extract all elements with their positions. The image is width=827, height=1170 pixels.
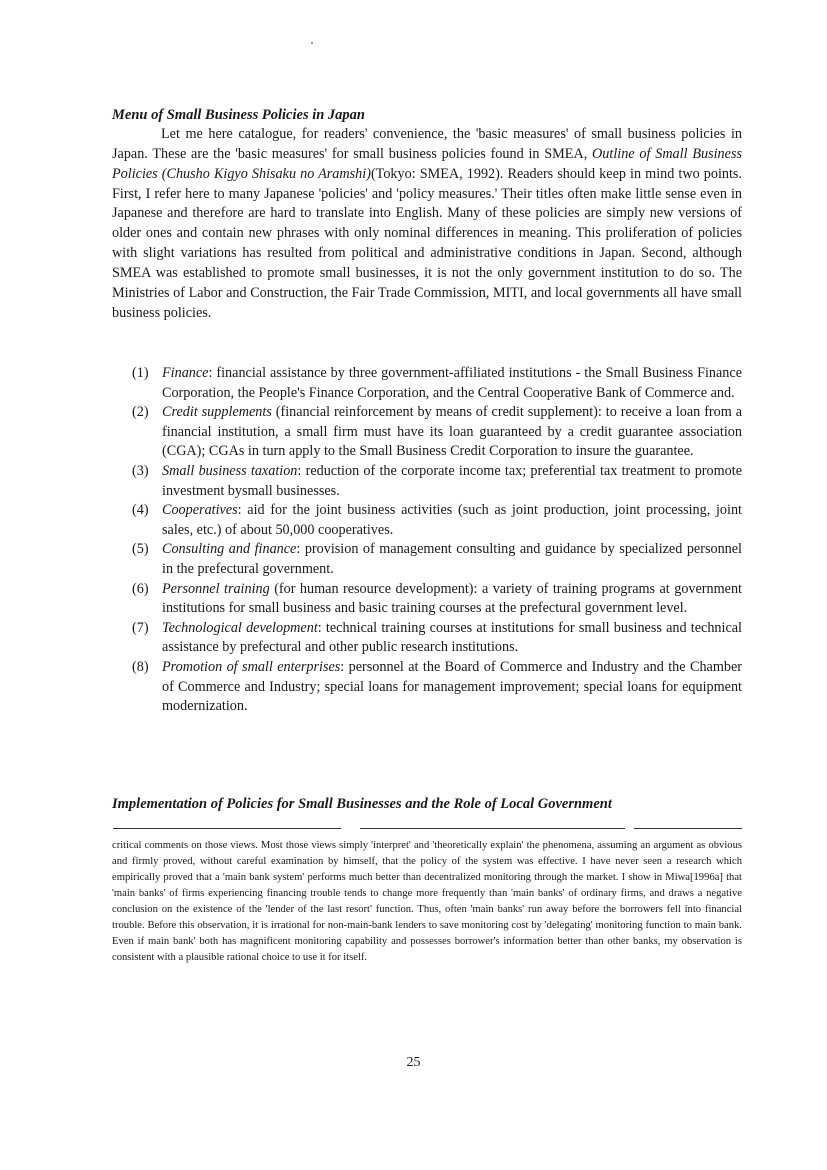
list-item xyxy=(112,403,742,462)
list-item xyxy=(112,501,742,540)
footnote-rule-segment xyxy=(113,828,341,829)
footnote-rule-segment xyxy=(360,828,625,829)
intro-text-b: (Tokyo: SMEA, 1992). Readers should keep in mind two points. First, I refer here to many Japanese 'policies' and 'policy measures.' Their titles often make little sense even in Japanese and therefore are hard to translate into English. Many of these policies are simply new versions of older ones and contain new phrases with only nominal differences in meaning. This proliferation of policies with slight variations has resulted from political and administrative conditions in Japan. Second, although SMEA was established to promote small businesses, it is not the only government institution to do so. The Ministries of Labor and Construction, the Fair Trade Commission, MITI, and local governments all have small business policies. xyxy=(112,165,742,321)
item-text: : reduction of the corporate income tax; preferential tax treatment to promote investment bysmall businesses. xyxy=(162,462,742,499)
section-heading-menu: Menu of Small Business Policies in Japan xyxy=(112,107,365,123)
item-term: Small business taxation xyxy=(162,462,298,479)
item-number: (4) xyxy=(132,502,149,519)
item-number: (6) xyxy=(132,580,149,597)
item-number: (5) xyxy=(132,541,149,558)
item-text: (for human resource development): a variety of training programs at government institutions for small business and basic training courses at the prefectural government level. xyxy=(162,580,742,617)
footnote-rule-segment xyxy=(634,828,742,829)
item-term: Technological development xyxy=(162,619,318,636)
item-term: Promotion of small enterprises xyxy=(162,658,341,675)
item-term: Credit supplements xyxy=(162,404,272,421)
list-item xyxy=(112,540,742,579)
item-number: (7) xyxy=(132,619,149,636)
page-number: 25 xyxy=(406,1055,421,1070)
section-heading-implementation: Implementation of Policies for Small Businesses and the Role of Local Government xyxy=(112,796,612,812)
item-term: Personnel training xyxy=(162,580,270,597)
item-text: : financial assistance by three government-affiliated institutions - the Small Business Finance Corporation, the People's Finance Corporation, and the Central Cooperative Bank of Commerce and. xyxy=(162,365,742,401)
item-text: : provision of management consulting and guidance by specialized personnel in the prefectural government. xyxy=(162,541,742,577)
list-item xyxy=(112,364,742,403)
list-item xyxy=(112,658,742,717)
intro-paragraph xyxy=(112,125,742,323)
item-term: Cooperatives xyxy=(162,502,238,519)
item-text: : personnel at the Board of Commerce and Industry and the Chamber of Commerce and Industry; special loans for management improvement; special loans for equipment modernization. xyxy=(162,658,742,715)
item-number: (2) xyxy=(132,404,149,421)
measures-list xyxy=(112,364,742,717)
item-text: (financial reinforcement by means of credit supplement): to receive a loan from a financial institution, a small firm must have its loan guaranteed by a credit guarantee association (CGA); CGAs in turn apply to the Small Business Credit Corporation to insure the guarantee. xyxy=(162,404,743,460)
scan-speck xyxy=(311,42,313,44)
item-term: Consulting and finance xyxy=(162,541,297,558)
item-number: (8) xyxy=(132,658,149,675)
intro-text-a: Let me here catalogue, for readers' convenience, the 'basic measures' of small business policies in Japan. These are the 'basic measures' for small business policies found in SMEA, xyxy=(112,126,742,162)
footnote-text: critical comments on those views. Most those views simply 'interpret' and 'theoretically explain' the phenomena, assuming an argument as obvious and firmly proved, without careful examination by himself, that the policy of the system was effective. I have never seen a research which empirically proved that a 'main bank system' performs much better than decentralized monitoring through the market. I show in Miwa[1996a] that 'main banks' of firms experiencing financing trouble tends to change more frequently than 'main banks' of ordinary firms, and draws a negative conclusion on the existence of the 'lender of the last resort' function. Thus, often 'main banks' run away before the borrowers fell into financial trouble. Before this observation, it is irrational for non-main-bank lenders to save monitoring cost by 'delegating' monitoring function to main bank. Even if main bank' both has magnificent monitoring capability and possesses borrower's information better than other banks, my observation is consistent with a plausible rational choice to use it for itself. xyxy=(112,840,742,964)
list-item xyxy=(112,580,742,619)
list-item xyxy=(112,462,742,501)
item-number: (1) xyxy=(132,365,149,381)
intro-book-title: Outline of Small Business Policies (Chusho Kigyo Shisaku no Aramshi) xyxy=(112,145,742,182)
list-item xyxy=(112,619,742,658)
item-text: : aid for the joint business activities (such as joint production, joint processing, joint sales, etc.) of about 50,000 cooperatives. xyxy=(162,502,742,538)
item-term: Finance xyxy=(162,365,209,381)
item-text: : technical training courses at institutions for small business and technical assistance by prefectural and other public research institutions. xyxy=(162,619,742,656)
item-number: (3) xyxy=(132,462,149,479)
